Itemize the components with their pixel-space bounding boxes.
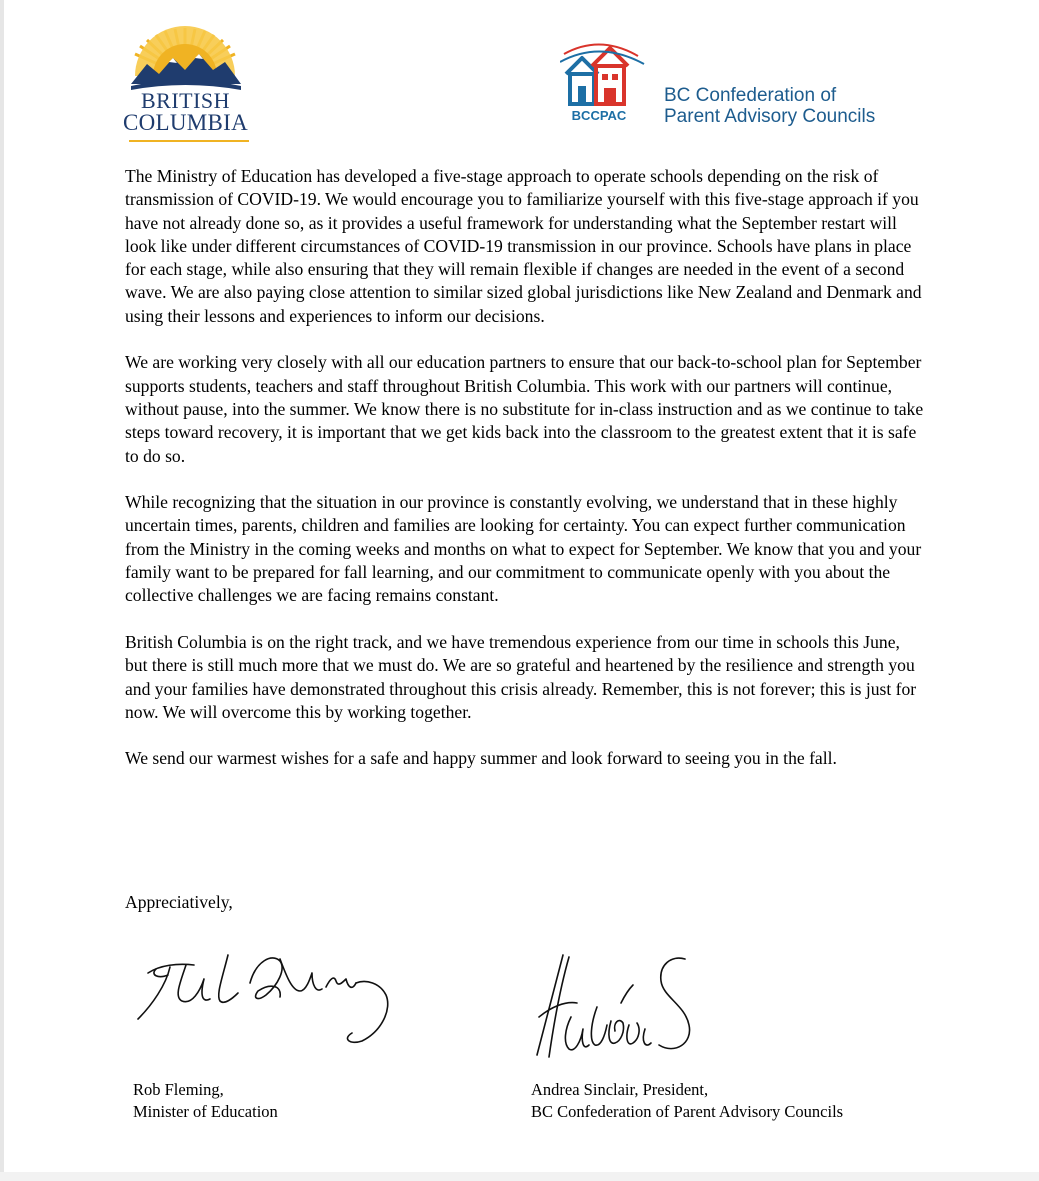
paragraph: British Columbia is on the right track, and we have tremendous experience from our time in schools this June, but there is still much more that we must do. We are so grateful and heartened by the resilience and strength you and your families have demonstrated throughout this crisis already. Remember, this is not forever; this is just for now. We will overcome this by working together.: [125, 631, 917, 722]
signer-title: Minister of Education: [133, 1102, 278, 1121]
paragraph: We are working very closely with all our education partners to ensure that our back-to-school plan for September supports students, teachers and staff throughout British Columbia. This work with our partners will continue, without pause, into the summer. We know there is no substitute for in-class instruction and as we continue to take steps toward recovery, it is important that we get kids back into the classroom to the greatest extent that it is safe to do so.: [125, 352, 924, 466]
page-edge: [0, 0, 4, 1181]
british-columbia-logo: [113, 24, 258, 149]
bccpac-full-name: [664, 85, 875, 127]
signer-title: BC Confederation of Parent Advisory Councils: [531, 1102, 844, 1121]
closing-salutation: Appreciatively,: [125, 892, 233, 912]
paragraph: We send our warmest wishes for a safe and happy summer and look forward to seeing you in the fall.: [125, 748, 837, 769]
andrea-sinclair-signature: [525, 945, 700, 1065]
signer-name: Rob Fleming,: [133, 1080, 224, 1099]
bccpac-name-line1: BC Confederation of: [664, 85, 837, 106]
bccpac-abbreviation: BCCPAC: [571, 108, 627, 123]
houses-icon: [560, 42, 650, 112]
signer-andrea-sinclair: [531, 1079, 843, 1123]
bc-logo-underline: [129, 140, 249, 142]
letter-body: [125, 165, 925, 794]
bccpac-name-line2: Parent Advisory Councils: [664, 106, 876, 127]
paragraph: While recognizing that the situation in our province is constantly evolving, we understand that in these highly uncertain times, parents, children and families are looking for certainty. You can expect further communication from the Ministry in the coming weeks and months on what to expect for September. We know that you and your family want to be prepared for fall learning, and our commitment to communicate openly with you about the collective challenges we are facing remains constant.: [125, 492, 922, 606]
page-edge-bottom: [0, 1172, 1039, 1181]
paragraph: The Ministry of Education has developed a five-stage approach to operate schools depending on the risk of transmission of COVID-19. We would encourage you to familiarize yourself with this five-stage approach if you have not already done so, as it provides a useful framework for understanding what the September restart will look like under different circumstances of COVID-19 transmission in our province. Schools have plans in place for each stage, while also ensuring that they will remain flexible if changes are needed in the event of a second wave. We are also paying close attention to similar sized global jurisdictions like New Zealand and Denmark and using their lessons and experiences to inform our decisions.: [125, 166, 922, 326]
signer-name: Andrea Sinclair, President,: [531, 1080, 709, 1099]
bc-sun-mountains-icon: [113, 24, 258, 94]
bc-logo-line1: BRITISH: [140, 88, 231, 113]
bc-logo-line2: COLUMBIA: [122, 110, 249, 135]
signer-rob-fleming: [133, 1079, 278, 1123]
bccpac-logo: [560, 42, 880, 132]
rob-fleming-signature: [130, 935, 400, 1055]
bc-logo-wordmark: [113, 90, 258, 134]
